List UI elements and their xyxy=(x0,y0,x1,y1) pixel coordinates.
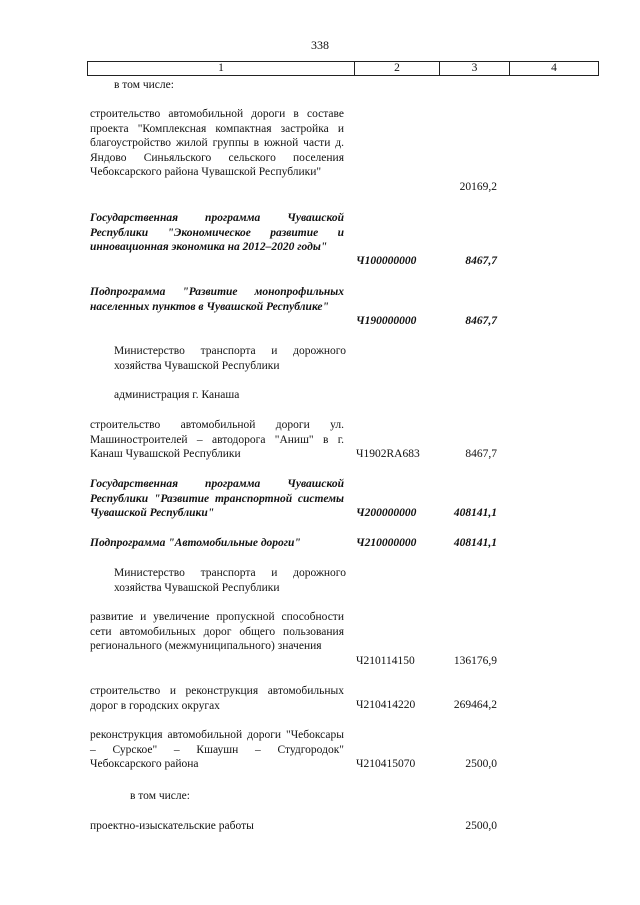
row-code: Ч210414220 xyxy=(356,699,416,711)
row-amount: 408141,1 xyxy=(453,507,497,519)
row-code: Ч200000000 xyxy=(356,507,417,519)
row-amount: 269464,2 xyxy=(453,699,497,711)
row-code: Ч210000000 xyxy=(356,537,417,549)
row-name: администрация г. Канаша xyxy=(114,389,240,401)
row-name: Государственная программа Чувашской Республики "Развитие транспортной системы Чувашской Республики" xyxy=(90,478,344,519)
row-name: строительство и реконструкция автомобильных дорог в городских округах xyxy=(90,685,344,712)
row-name: Государственная программа Чувашской Республики "Экономическое развитие и инновационная экономика на 2012–2020 годы" xyxy=(90,212,344,253)
row-amount: 8467,7 xyxy=(465,255,497,267)
row-name: в том числе: xyxy=(130,790,190,802)
row-amount: 136176,9 xyxy=(453,655,497,667)
column-header-3: 3 xyxy=(440,62,510,76)
row-name: проектно-изыскательские работы xyxy=(90,820,254,832)
row-amount: 2500,0 xyxy=(465,820,497,832)
column-header-row xyxy=(88,62,599,76)
row-name: Подпрограмма "Автомобильные дороги" xyxy=(90,537,301,549)
row-code: Ч210415070 xyxy=(356,758,416,770)
column-header-4: 4 xyxy=(510,62,599,76)
row-amount: 8467,7 xyxy=(465,448,497,460)
page-number: 338 xyxy=(311,38,329,52)
row-name: реконструкция автомобильной дороги "Чебоксары – Сурское" – Кшаушн – Студгородок" Чебоксарского района xyxy=(90,729,344,770)
row-amount: 2500,0 xyxy=(465,758,497,770)
row-name: развитие и увеличение пропускной способности сети автомобильных дорог общего пользования регионального (межмуниципального) значения xyxy=(90,611,344,652)
row-code: Ч190000000 xyxy=(356,315,417,327)
row-name: Министерство транспорта и дорожного хозяйства Чувашской Республики xyxy=(114,567,346,594)
row-name: Министерство транспорта и дорожного хозяйства Чувашской Республики xyxy=(114,345,346,372)
column-header-table xyxy=(87,61,599,76)
row-name: в том числе: xyxy=(114,79,174,91)
column-header-2: 2 xyxy=(355,62,440,76)
row-name: Подпрограмма "Развитие монопрофильных населенных пунктов в Чувашской Республике" xyxy=(90,286,344,313)
row-amount: 408141,1 xyxy=(453,537,497,549)
column-header-1: 1 xyxy=(88,62,355,76)
row-name: строительство автомобильной дороги в составе проекта "Комплексная компактная застройка и благоустройство жилой группы в южной части д. Яндово Синьяльского сельского поселения Чебоксарского района Чувашской Республики" xyxy=(90,108,344,178)
row-code: Ч1902RA683 xyxy=(356,448,420,460)
row-amount: 20169,2 xyxy=(459,181,497,193)
row-code: Ч210114150 xyxy=(356,655,415,667)
row-code: Ч100000000 xyxy=(356,255,417,267)
row-name: строительство автомобильной дороги ул. Машиностроителей – автодорога "Аниш" в г. Канаш Чувашской Республики xyxy=(90,419,344,460)
row-amount: 8467,7 xyxy=(465,315,497,327)
